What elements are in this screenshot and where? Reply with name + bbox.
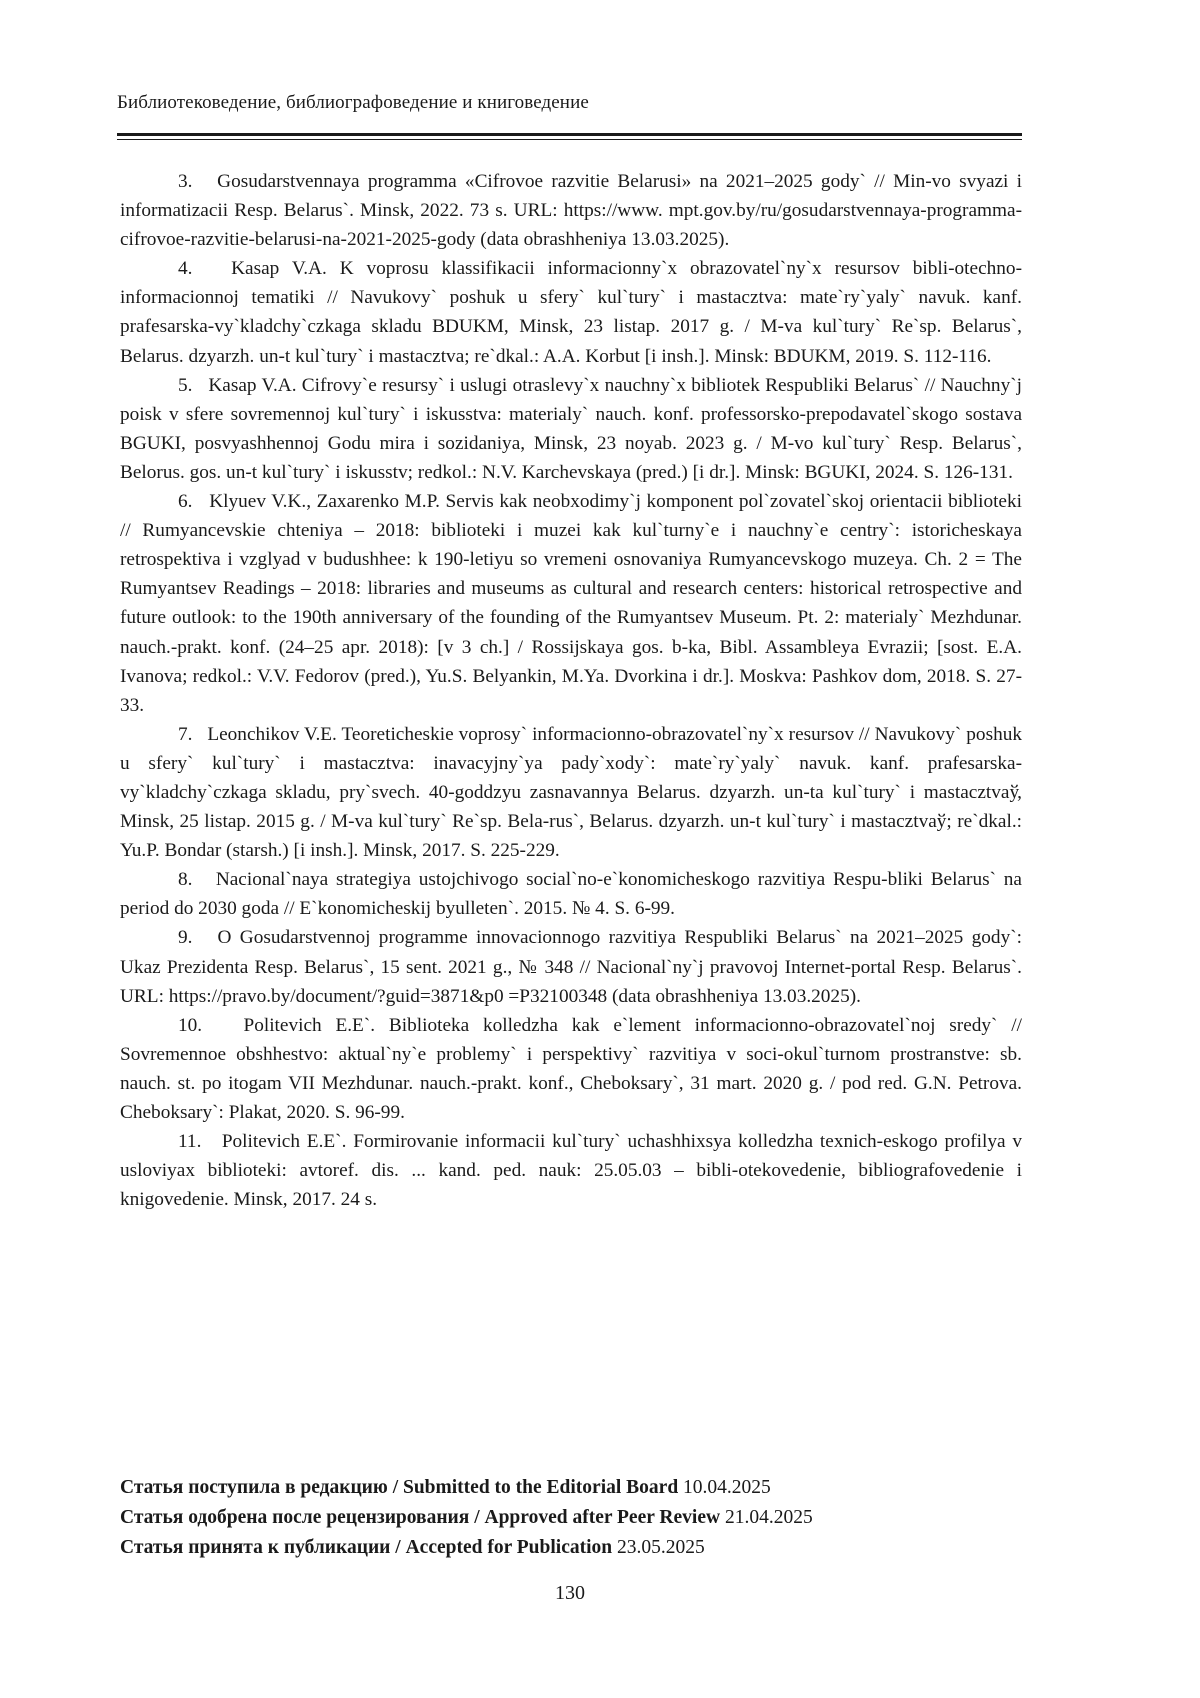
reference-text: O Gosudarstvennoj programme innovacionnogo razvitiya Respubliki Belarus` na 2021–2025 gody`: Ukaz Prezidenta Resp. Belarus`, 15 sent. 2021 g., № 348 // Nacional`ny`j pravovoj Internet-portal Resp. Belarus`. URL: https://pravo.by/document/?guid=3871&p0 =P32100348 (data obrashheniya 13.03.2025). [120, 927, 1022, 1007]
reference-number: 10. [178, 1014, 203, 1036]
reference-item [120, 720, 1022, 865]
reference-item [120, 1011, 1022, 1127]
reference-text: Gosudarstvennaya programma «Cifrovoe razvitie Belarusi» na 2021–2025 gody` // Min-vo svyazi i informatizacii Resp. Belarus`. Minsk, 2022. 73 s. URL: https://www. mpt.gov.by/ru/gosudarstvennaya-programma-cifrovoe-razvitie-belarusi-na-2021-2025-gody (data obrashheniya 13.03.2025). [120, 171, 1023, 251]
reference-item [120, 167, 1022, 254]
page-number: 130 [555, 1582, 585, 1604]
running-header: Библиотековедение, библиографоведение и книговедение [117, 92, 589, 113]
reference-number: 7. [178, 723, 193, 745]
reference-list [120, 167, 1022, 1214]
reference-item [120, 865, 1022, 923]
reference-number: 4. [178, 258, 193, 280]
header-rule-thin [117, 139, 1022, 140]
accepted-date: 23.05.2025 [617, 1537, 705, 1558]
reference-text: Nacional`naya strategiya ustojchivogo social`no-e`konomicheskogo razvitiya Respu-bliki Belarus` na period do 2030 goda // E`konomicheskij byulleten`. 2015. № 4. S. 6-99. [120, 869, 1022, 920]
reference-text: Leonchikov V.E. Teoreticheskie voprosy` informacionno-obrazovatel`ny`x resursov // Navukovy` poshuk u sfery` kul`tury` i mastacztva: inavacyjny`ya pady`xody`: mate`ry`yaly` navuk. kanf. prafesarska-vy`kladchy`czkaga skladu, pry`svech. 40-goddzyu zasnavannya Belarus. dzyarzh. un-ta kul`tury` i mastacztvaў, Minsk, 25 listap. 2015 g. / M-va kul`tury` Re`sp. Bela-rus`, Belarus. dzyarzh. un-t kul`tury` i mastacztvaў; re`dkal.: Yu.P. Bondar (starsh.) [i insh.]. Minsk, 2017. S. 225-229. [120, 723, 1022, 862]
accepted-line [120, 1533, 1022, 1563]
reference-text: Kasap V.A. K voprosu klassifikacii informacionny`x obrazovatel`ny`x resursov bibli-otechno-informacionnoj tematiki // Navukovy` poshuk u sfery` kul`tury` i mastacztva: mate`ry`yaly` navuk. kanf. prafesarska-vy`kladchy`czkaga skladu BDUKM, Minsk, 23 listap. 2017 g. / M-va kul`tury` Re`sp. Belarus`, Belarus. dzyarzh. un-t kul`tury` i mastacztva; re`dkal.: A.A. Korbut [i insh.]. Minsk: BDUKM, 2019. S. 112-116. [120, 258, 1022, 367]
approved-label: Статья одобрена после рецензирования / Approved after Peer Review [120, 1507, 721, 1528]
reference-number: 3. [178, 171, 193, 192]
reference-number: 6. [178, 491, 193, 513]
reference-item [120, 487, 1022, 720]
reference-item [120, 1127, 1022, 1214]
approved-line [120, 1503, 1022, 1533]
accepted-label: Статья принята к публикации / Accepted for Publication [120, 1537, 613, 1558]
submitted-date: 10.04.2025 [683, 1477, 771, 1498]
reference-text: Politevich E.E`. Biblioteka kolledzha kak e`lement informacionno-obrazovatel`noj sredy` // Sovremennoe obshhestvo: aktual`ny`e problemy` i perspektivy` razvitiya v soci-okul`turnom prostranstve: sb. nauch. st. po itogam VII Mezhdunar. nauch.-prakt. konf., Cheboksary`, 31 mart. 2020 g. / pod red. G.N. Petrova. Cheboksary`: Plakat, 2020. S. 96-99. [120, 1014, 1022, 1123]
reference-item [120, 371, 1022, 487]
reference-number: 11. [178, 1131, 202, 1153]
submitted-line [120, 1473, 1022, 1503]
reference-number: 5. [178, 374, 193, 396]
article-dates [120, 1473, 1022, 1563]
reference-text: Kasap V.A. Cifrovy`e resursy` i uslugi otraslevy`x nauchny`x bibliotek Respubliki Belarus` // Nauchny`j poisk v sfere sovremennoj kul`tury` i iskusstva: materialy` nauch. konf. professorsko-prepodavatel`skogo sostava BGUKI, posvyashhennoj Godu mira i sozidaniya, Minsk, 23 noyab. 2023 g. / M-vo kul`tury` Resp. Belarus`, Belorus. gos. un-t kul`tury` i iskusstv; redkol.: N.V. Karchevskaya (pred.) [i dr.]. Minsk: BGUKI, 2024. S. 126-131. [120, 374, 1022, 483]
approved-date: 21.04.2025 [724, 1507, 813, 1528]
reference-text: Politevich E.E`. Formirovanie informacii kul`tury` uchashhixsya kolledzha texnich-eskogo profilya v usloviyax biblioteki: avtoref. dis. ... kand. ped. nauk: 25.05.03 – bibli-otekovedenie, bibliografovedenie i knigovedenie. Minsk, 2017. 24 s. [120, 1131, 1022, 1211]
header-rule-thick [117, 133, 1022, 136]
reference-item [120, 254, 1022, 370]
reference-number: 9. [178, 927, 193, 949]
reference-item [120, 923, 1022, 1010]
reference-text: Klyuev V.K., Zaxarenko M.P. Servis kak neobxodimy`j komponent pol`zovatel`skoj orientacii biblioteki // Rumyancevskie chteniya – 2018: biblioteki i muzei kak kul`turny`e i nauchny`e centry`: istoricheskaya retrospektiva i vzglyad v budushhee: k 190-letiyu so vremeni osnovaniya Rumyancevskogo muzeya. Ch. 2 = The Rumyantsev Readings – 2018: libraries and museums as cultural and research centers: historical retrospective and future outlook: to the 190th anniversary of the founding of the Rumyantsev Museum. Pt. 2: materialy` Mezhdunar. nauch.-prakt. konf. (24–25 apr. 2018): [v 3 ch.] / Rossijskaya gos. b-ka, Bibl. Assambleya Evrazii; [sost. E.A. Ivanova; redkol.: V.V. Fedorov (pred.), Yu.S. Belyankin, M.Ya. Dvorkina i dr.]. Moskva: Pashkov dom, 2018. S. 27-33. [120, 491, 1022, 716]
submitted-label: Статья поступила в редакцию / Submitted to the Editorial Board [120, 1477, 679, 1498]
reference-number: 8. [178, 869, 193, 891]
